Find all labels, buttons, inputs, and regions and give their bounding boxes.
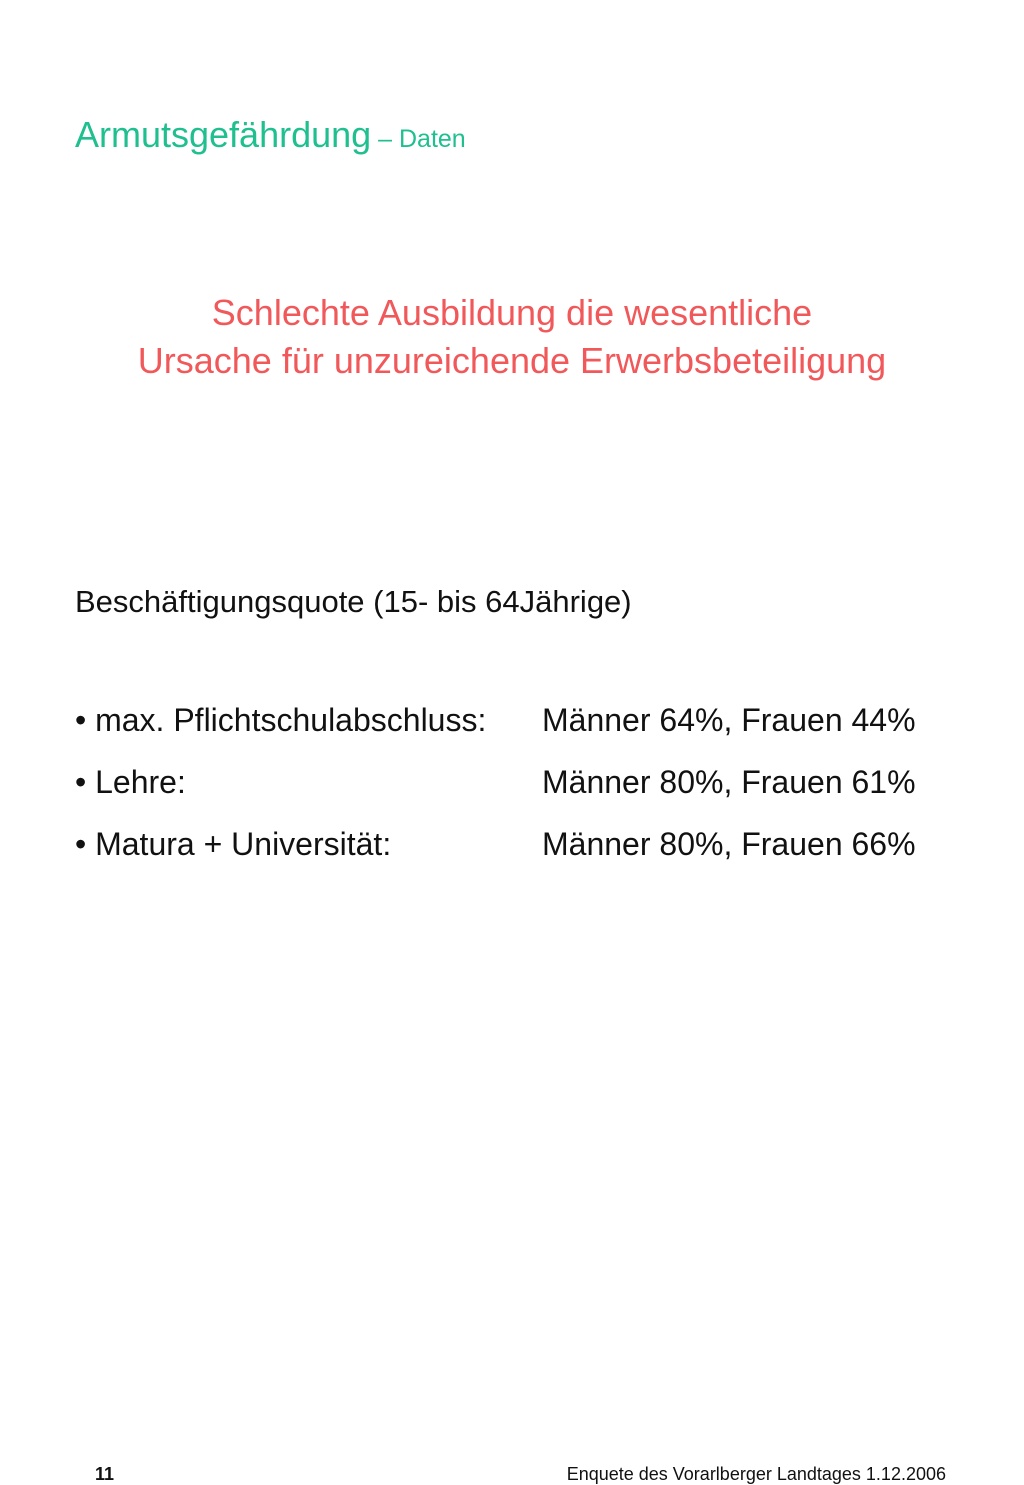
list-item xyxy=(75,826,975,888)
footer-text: Enquete des Vorarlberger Landtages 1.12.2006 xyxy=(566,1464,946,1484)
slide-title xyxy=(75,114,466,156)
list-item xyxy=(75,702,975,764)
page-number: 11 xyxy=(95,1464,115,1484)
slide-title-main: Armutsgefährdung xyxy=(75,114,372,155)
list-item-label: • max. Pflichtschulabschluss: xyxy=(75,702,487,738)
slide-title-sub: – Daten xyxy=(371,125,466,153)
list-item-value: Männer 80%, Frauen 61% xyxy=(542,764,916,800)
employment-rate-list xyxy=(75,702,975,888)
list-item xyxy=(75,764,975,826)
headline-line-1: Schlechte Ausbildung die wesentliche xyxy=(211,292,813,333)
list-item-value: Männer 80%, Frauen 66% xyxy=(542,826,916,862)
list-item-label: • Matura + Universität: xyxy=(75,826,392,862)
headline-line-2: Ursache für unzureichende Erwerbsbeteiligung xyxy=(137,340,887,381)
section-subtitle: Beschäftigungsquote (15- bis 64Jährige) xyxy=(75,584,632,619)
list-item-label: • Lehre: xyxy=(75,764,186,800)
list-item-value: Männer 64%, Frauen 44% xyxy=(542,702,916,738)
headline xyxy=(0,289,1024,385)
